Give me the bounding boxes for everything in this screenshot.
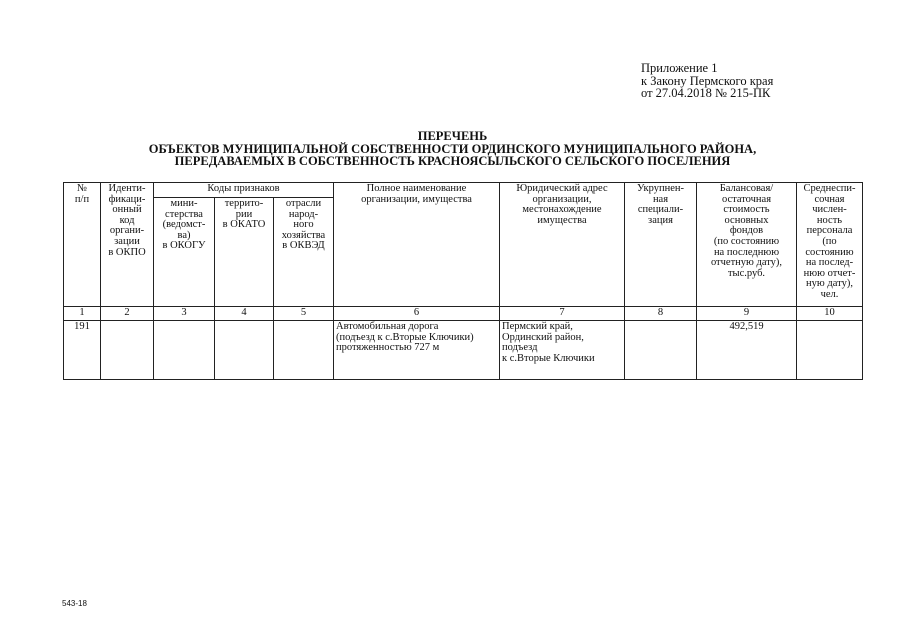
row-okved bbox=[274, 321, 334, 380]
cell-line: Укрупнен- bbox=[637, 183, 684, 194]
column-number: 8 bbox=[625, 307, 697, 321]
header-balance bbox=[697, 183, 797, 307]
cell-line: фондов bbox=[729, 225, 764, 237]
column-number: 6 bbox=[334, 307, 500, 321]
cell-line: отрасли bbox=[285, 198, 322, 209]
row-okpo bbox=[101, 321, 154, 380]
footer-code: 543-18 bbox=[62, 599, 87, 608]
cell-line: организации, имущества bbox=[361, 193, 472, 205]
cell-line: специали- bbox=[637, 204, 684, 216]
cell-line: персонала bbox=[806, 225, 853, 237]
row-name bbox=[334, 321, 500, 380]
header-num bbox=[64, 183, 101, 307]
cell-line: ную дату), bbox=[806, 278, 853, 290]
cell-line: на последнюю bbox=[713, 246, 780, 258]
cell-line: местонахождение bbox=[522, 204, 602, 216]
cell-line: мини- bbox=[170, 198, 198, 209]
cell-line: (по bbox=[822, 235, 837, 247]
document-title bbox=[0, 130, 905, 168]
cell-line: тыс.руб. bbox=[727, 267, 766, 279]
header-name bbox=[334, 183, 500, 307]
property-table bbox=[63, 182, 863, 380]
row-num: 191 bbox=[64, 321, 101, 380]
row-balance: 492,519 bbox=[697, 321, 797, 380]
title-line-1: ПЕРЕЧЕНЬ bbox=[417, 129, 488, 143]
cell-line: стерства bbox=[165, 208, 203, 220]
header-codes-group: Коды признаков bbox=[154, 183, 334, 198]
cell-line: сочная bbox=[814, 193, 845, 205]
annex-header bbox=[641, 62, 773, 100]
title-line-2: ОБЪЕКТОВ МУНИЦИПАЛЬНОЙ СОБСТВЕННОСТИ ОРДИНСКОГО МУНИЦИПАЛЬНОГО РАЙОНА, bbox=[148, 141, 757, 156]
header-staff bbox=[797, 183, 863, 307]
cell-line: числен- bbox=[812, 204, 847, 216]
cell-line: основных bbox=[724, 214, 769, 226]
header-address bbox=[500, 183, 625, 307]
header-okato bbox=[215, 198, 274, 307]
cell-line: протяженностью 727 м bbox=[336, 342, 440, 354]
column-number: 10 bbox=[797, 307, 863, 321]
cell-line: подъезд bbox=[502, 342, 538, 354]
cell-line: органи- bbox=[109, 225, 145, 237]
cell-line: состоянию bbox=[805, 246, 854, 258]
cell-line: Юридический адрес bbox=[516, 183, 608, 194]
cell-line: к с.Вторые Ключики bbox=[502, 352, 595, 364]
cell-line: Среднеспи- bbox=[803, 183, 856, 194]
annex-line-1: Приложение 1 bbox=[641, 61, 718, 75]
cell-line: ного bbox=[293, 219, 314, 231]
cell-line: в ОКПО bbox=[108, 246, 146, 258]
cell-line: № bbox=[76, 183, 88, 194]
column-number: 5 bbox=[274, 307, 334, 321]
table-row bbox=[64, 321, 863, 380]
cell-line: в ОКОГУ bbox=[162, 240, 206, 252]
annex-line-3: от 27.04.2018 № 215-ПК bbox=[641, 86, 771, 100]
cell-line: Пермский край, bbox=[502, 321, 573, 332]
cell-line: нюю отчет- bbox=[803, 267, 856, 279]
column-number: 4 bbox=[215, 307, 274, 321]
row-specialization bbox=[625, 321, 697, 380]
cell-line: код bbox=[119, 214, 135, 226]
row-okogu bbox=[154, 321, 215, 380]
header-okogu bbox=[154, 198, 215, 307]
header-okved bbox=[274, 198, 334, 307]
cell-line: (по состоянию bbox=[713, 235, 780, 247]
cell-line: отчетную дату), bbox=[710, 257, 783, 269]
cell-line: онный bbox=[112, 204, 142, 216]
cell-line: Иденти- bbox=[108, 183, 146, 194]
cell-line: Автомобильная дорога bbox=[336, 321, 439, 332]
cell-line: хозяйства bbox=[281, 229, 326, 241]
cell-line: п/п bbox=[74, 193, 90, 205]
cell-line: рии bbox=[235, 208, 253, 220]
cell-line: остаточная bbox=[721, 193, 772, 205]
title-line-3: ПЕРЕДАВАЕМЫХ В СОБСТВЕННОСТЬ КРАСНОЯСЫЛЬСКОГО СЕЛЬСКОГО ПОСЕЛЕНИЯ bbox=[174, 154, 731, 168]
column-number: 7 bbox=[500, 307, 625, 321]
column-number: 9 bbox=[697, 307, 797, 321]
column-number: 2 bbox=[101, 307, 154, 321]
cell-line: Ординский район, bbox=[502, 331, 584, 343]
header-row-1 bbox=[64, 183, 863, 198]
cell-line: в ОКАТО bbox=[222, 219, 266, 231]
column-number: 3 bbox=[154, 307, 215, 321]
cell-line: зации bbox=[114, 235, 140, 247]
row-okato bbox=[215, 321, 274, 380]
header-specialization bbox=[625, 183, 697, 307]
header-okpo bbox=[101, 183, 154, 307]
cell-line: Полное наименование bbox=[366, 183, 467, 194]
cell-line: террито- bbox=[224, 198, 264, 209]
annex-line-2: к Закону Пермского края bbox=[641, 73, 774, 88]
cell-line: стоимость bbox=[723, 204, 770, 216]
cell-line: организации, bbox=[532, 193, 592, 205]
cell-line: Балансовая/ bbox=[719, 183, 774, 194]
column-number-row bbox=[64, 307, 863, 321]
cell-line: народ- bbox=[288, 208, 319, 220]
cell-line: ва) bbox=[177, 229, 191, 241]
cell-line: в ОКВЭД bbox=[282, 240, 325, 252]
cell-line: (подъезд к с.Вторые Ключики) bbox=[336, 331, 474, 343]
cell-line: на послед- bbox=[805, 257, 854, 269]
cell-line: чел. bbox=[820, 288, 839, 300]
cell-line: фикаци- bbox=[108, 193, 146, 205]
cell-line: ная bbox=[652, 193, 669, 205]
cell-line: имущества bbox=[537, 214, 587, 226]
column-number: 1 bbox=[64, 307, 101, 321]
cell-line: (ведомст- bbox=[162, 219, 206, 231]
cell-line: ность bbox=[816, 214, 843, 226]
row-staff bbox=[797, 321, 863, 380]
cell-line: зация bbox=[648, 214, 673, 226]
row-address bbox=[500, 321, 625, 380]
